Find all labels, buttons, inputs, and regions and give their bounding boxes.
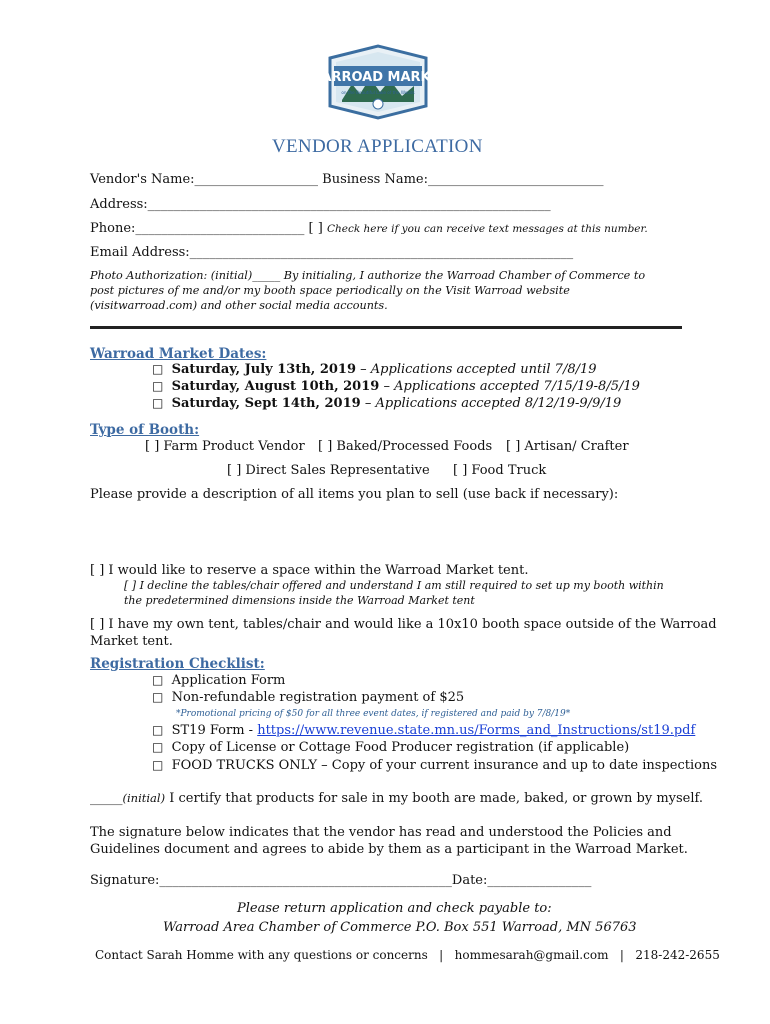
photo-auth-line-1: Photo Authorization: (initial)_____ By initialing, I authorize the Warroad Chamber of Commerce to bbox=[90, 269, 646, 282]
checklist-payment: Non-refundable registration payment of $25 bbox=[171, 690, 465, 705]
date-item: □ Saturday, August 10th, 2019 – Applications accepted 7/15/19-8/5/19 bbox=[152, 379, 640, 394]
logo-text: WARROAD MARKET bbox=[307, 70, 449, 85]
vendor-name-field[interactable]: Vendor's Name:___________________ Business Name:___________________________ bbox=[90, 172, 604, 187]
logo-subtitle: on the Beautiful Lake of the Woods bbox=[341, 90, 415, 95]
booth-baked-foods-checkbox[interactable]: [ ] Baked/Processed Foods bbox=[318, 439, 493, 454]
signature-note-line-2: Guidelines document and agrees to abide by them as a participant in the Warroad Market. bbox=[90, 842, 688, 857]
checklist-item: □ FOOD TRUCKS ONLY – Copy of your current insurance and up to date inspections bbox=[152, 758, 718, 773]
signature-note bbox=[90, 824, 688, 858]
phone-field[interactable] bbox=[90, 221, 648, 236]
dates-heading: Warroad Market Dates: bbox=[90, 346, 267, 362]
photo-auth-line-2: post pictures of me and/or my booth space periodically on the Visit Warroad website bbox=[90, 284, 570, 297]
st19-link[interactable]: https://www.revenue.state.mn.us/Forms_and_Instructions/st19.pdf bbox=[257, 723, 696, 738]
certify-initial: (initial) bbox=[122, 791, 166, 805]
booth-farm-product-checkbox[interactable]: [ ] Farm Product Vendor bbox=[145, 439, 305, 454]
checklist-st19: ST19 Form - bbox=[171, 723, 258, 738]
date-item: □ Saturday, July 13th, 2019 – Applications accepted until 7/8/19 bbox=[152, 362, 597, 377]
photo-authorization bbox=[90, 268, 645, 313]
date-item: □ Saturday, Sept 14th, 2019 – Applications accepted 8/12/19-9/9/19 bbox=[152, 396, 622, 411]
own-tent-line-2: Market tent. bbox=[90, 634, 173, 649]
date-3: Saturday, Sept 14th, 2019 bbox=[171, 396, 361, 411]
date-2-note: – Applications accepted 7/15/19-8/5/19 bbox=[383, 379, 640, 394]
return-line-1: Please return application and check payable to: bbox=[237, 901, 552, 916]
decline-line-2: the predetermined dimensions inside the Warroad Market tent bbox=[124, 594, 475, 607]
page-title: VENDOR APPLICATION bbox=[272, 136, 483, 157]
own-tent-checkbox[interactable] bbox=[90, 616, 717, 650]
booth-direct-sales-checkbox[interactable]: [ ] Direct Sales Representative bbox=[227, 463, 430, 478]
return-line-2: Warroad Area Chamber of Commerce P.O. Box 551 Warroad, MN 56763 bbox=[163, 920, 637, 935]
certify-blank: _____ bbox=[90, 791, 123, 806]
checklist-food-trucks: FOOD TRUCKS ONLY – Copy of your current insurance and up to date inspections bbox=[171, 758, 718, 773]
email-field[interactable]: Email Address:___________________________________________________________ bbox=[90, 245, 574, 260]
booth-heading: Type of Booth: bbox=[90, 422, 200, 438]
divider bbox=[90, 326, 682, 329]
checklist-application-form: Application Form bbox=[171, 673, 286, 688]
own-tent-line-1: [ ] I have my own tent, tables/chair and would like a 10x10 booth space outside of the Warroad bbox=[90, 617, 717, 632]
address-field[interactable]: Address:______________________________________________________________ bbox=[90, 197, 551, 212]
photo-auth-line-3: (visitwarroad.com) and other social media accounts. bbox=[90, 299, 388, 312]
certify-text: I certify that products for sale in my booth are made, baked, or grown by myself. bbox=[169, 791, 703, 806]
checklist-license: Copy of License or Cottage Food Producer registration (if applicable) bbox=[171, 740, 630, 755]
decline-line-1: [ ] I decline the tables/chair offered and understand I am still required to set up my booth within bbox=[124, 579, 664, 592]
booth-artisan-checkbox[interactable]: [ ] Artisan/ Crafter bbox=[506, 439, 629, 454]
phone-label: Phone:__________________________ [ ] bbox=[90, 221, 323, 236]
contact-line: Contact Sarah Homme with any questions or concerns | hommesarah@gmail.com | 218-242-2655 bbox=[95, 948, 720, 962]
warroad-market-logo bbox=[307, 44, 449, 120]
promo-note: *Promotional pricing of $50 for all three event dates, if registered and paid by 7/8/19* bbox=[176, 709, 571, 719]
signature-note-line-1: The signature below indicates that the vendor has read and understood the Policies and bbox=[90, 825, 672, 840]
date-2: Saturday, August 10th, 2019 bbox=[171, 379, 380, 394]
reserve-tent-checkbox[interactable]: [ ] I would like to reserve a space within the Warroad Market tent. bbox=[90, 563, 529, 578]
signature-line[interactable]: Signature:_____________________________________________Date:________________ bbox=[90, 873, 592, 888]
date-3-note: – Applications accepted 8/12/19-9/9/19 bbox=[364, 396, 622, 411]
decline-tables-checkbox[interactable] bbox=[124, 578, 664, 608]
checklist-item: □ Application Form bbox=[152, 673, 286, 688]
checklist-item: □ Non-refundable registration payment of $25 bbox=[152, 690, 465, 705]
date-1: Saturday, July 13th, 2019 bbox=[171, 362, 357, 377]
checklist-heading: Registration Checklist: bbox=[90, 656, 265, 672]
booth-food-truck-checkbox[interactable]: [ ] Food Truck bbox=[453, 463, 547, 478]
certify-statement[interactable] bbox=[90, 791, 703, 806]
checklist-item: □ ST19 Form - https://www.revenue.state.mn.us/Forms_and_Instructions/st19.pdf bbox=[152, 723, 696, 738]
date-1-note: – Applications accepted until 7/8/19 bbox=[360, 362, 597, 377]
description-prompt: Please provide a description of all items you plan to sell (use back if necessary): bbox=[90, 487, 619, 502]
text-message-note: Check here if you can receive text messages at this number. bbox=[326, 223, 648, 235]
checklist-item: □ Copy of License or Cottage Food Producer registration (if applicable) bbox=[152, 740, 630, 755]
